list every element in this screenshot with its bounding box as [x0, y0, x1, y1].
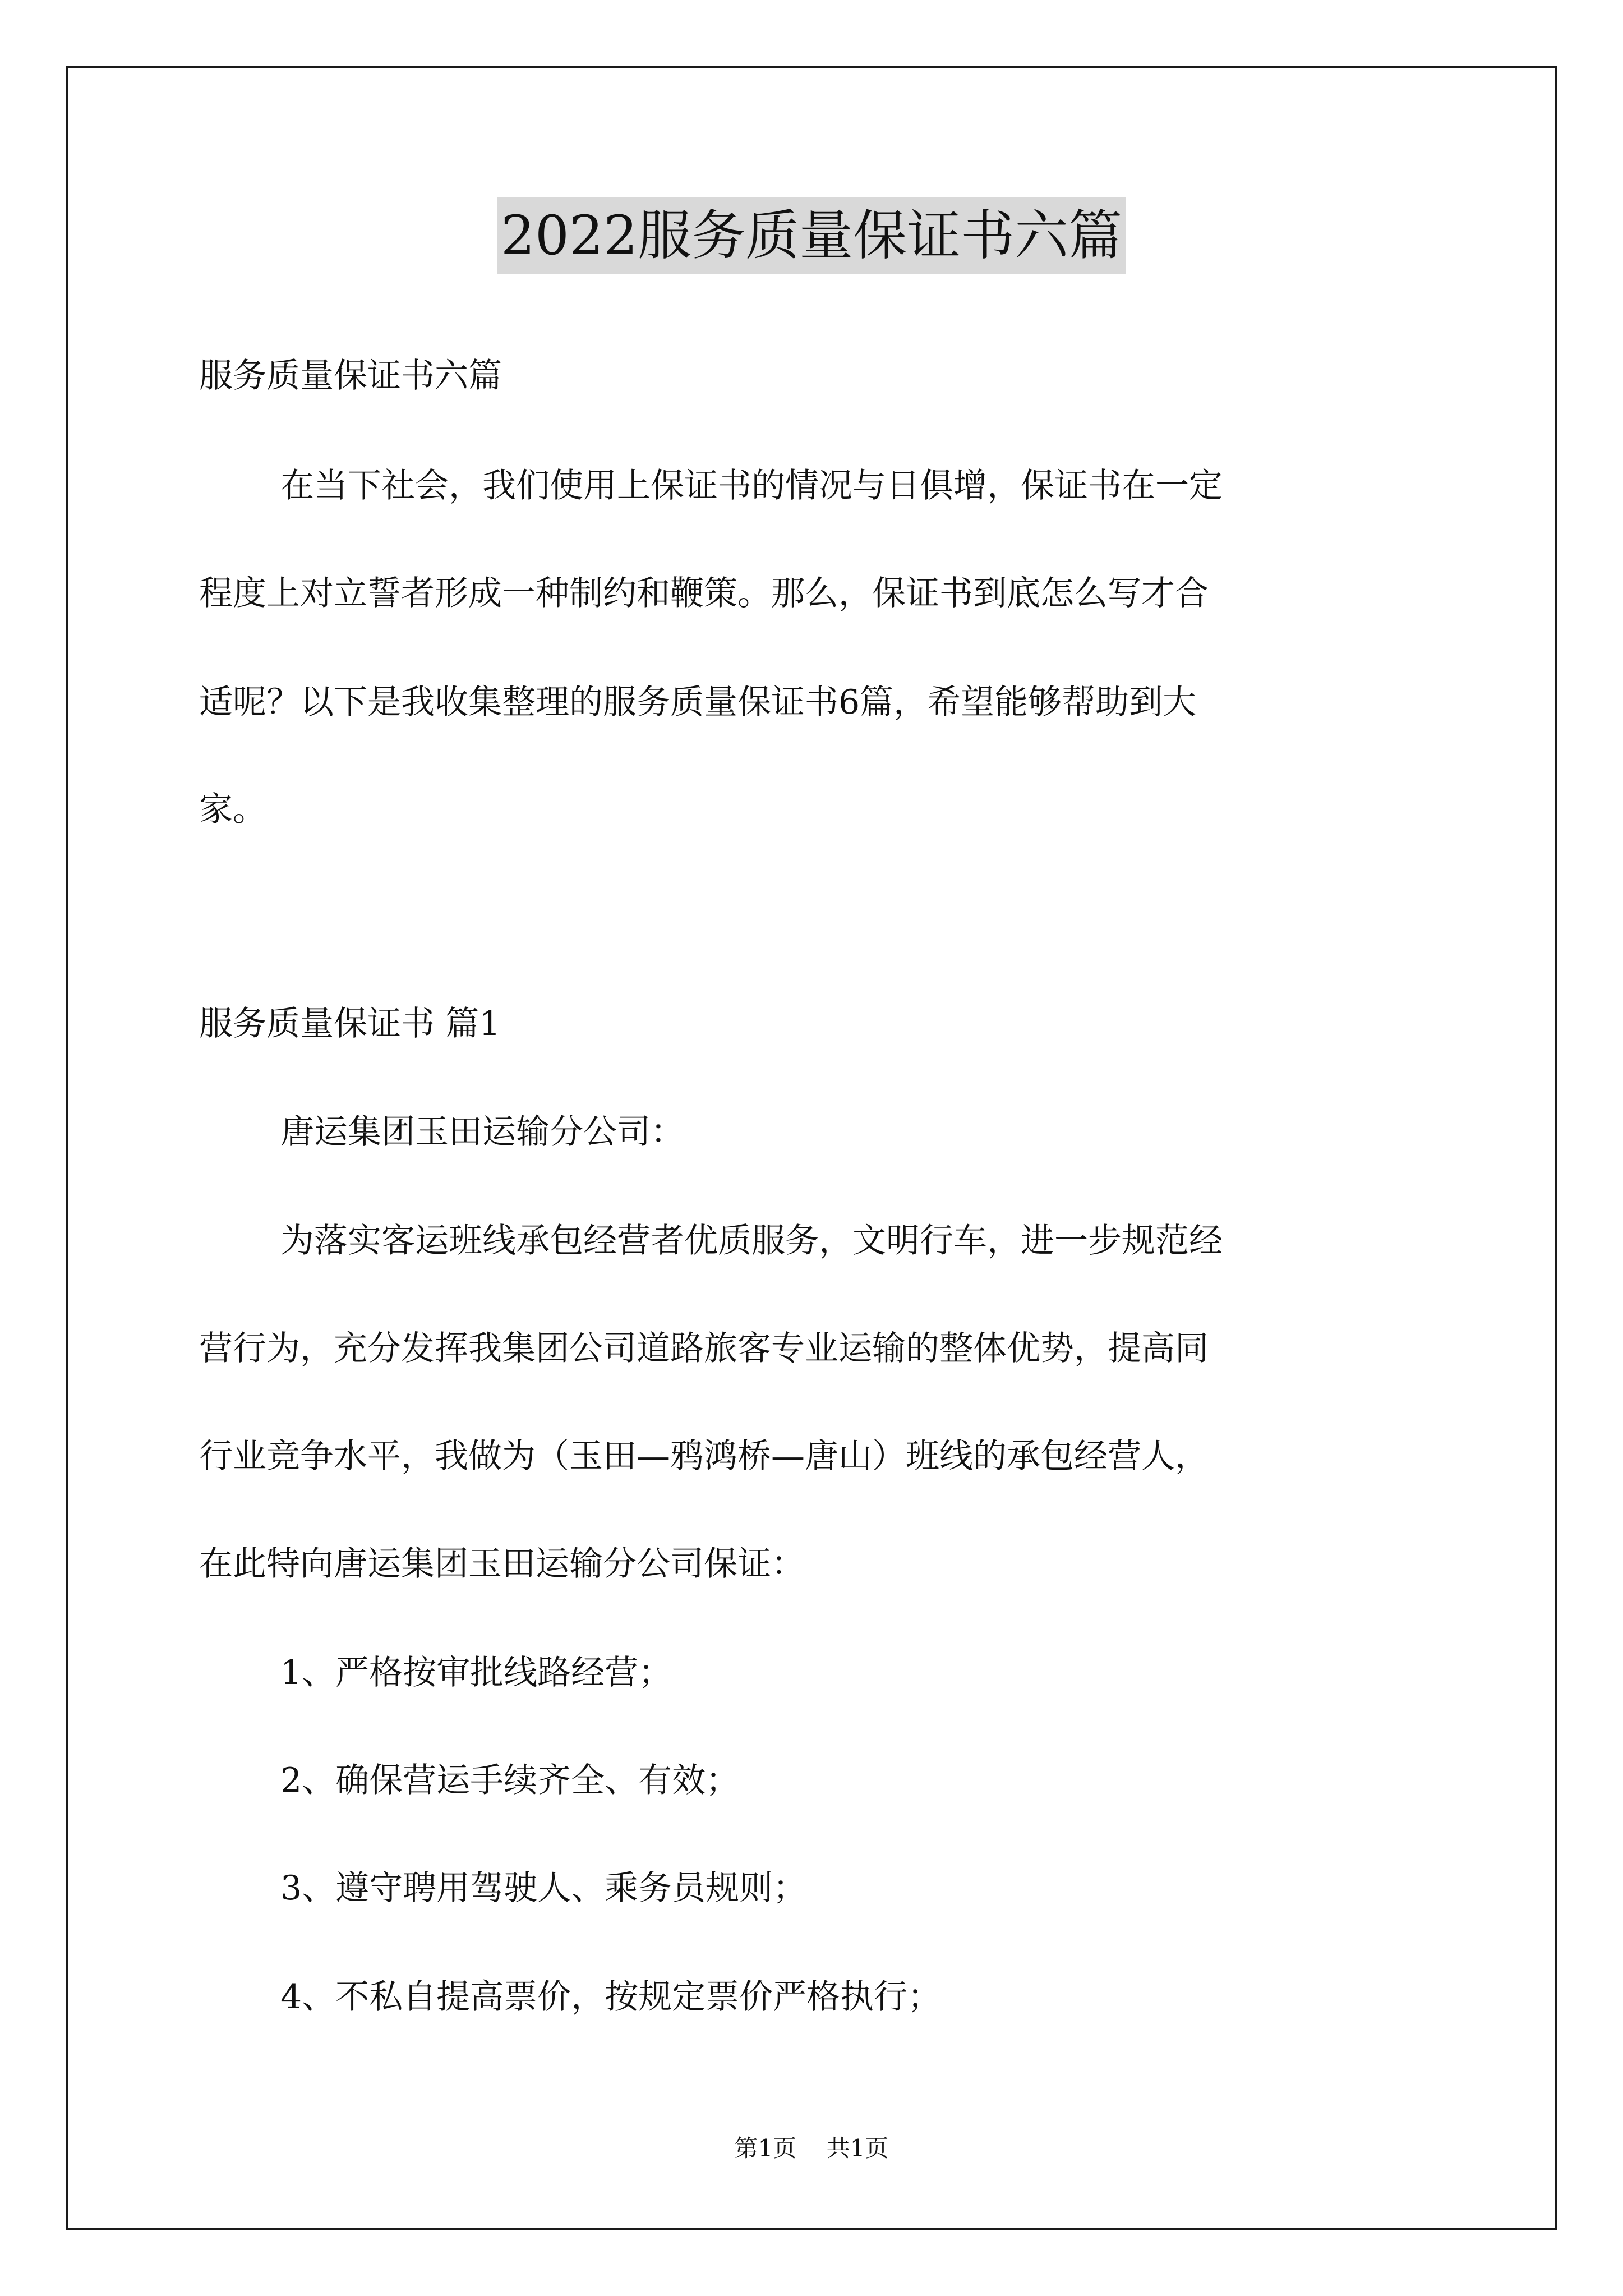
intro-line-4: 家。	[199, 790, 266, 829]
list-item: 4、不私自提高票价，按规定票价严格执行；	[280, 1977, 942, 2017]
page-number: 第1页	[734, 2134, 797, 2162]
page-footer	[0, 2132, 1623, 2165]
body-line-4: 在此特向唐运集团玉田运输分公司保证：	[199, 1544, 805, 1584]
list-item: 1、严格按审批线路经营；	[280, 1653, 672, 1692]
title-container	[0, 197, 1623, 274]
document-title: 2022服务质量保证书六篇	[497, 197, 1126, 274]
list-item: 2、确保营运手续齐全、有效；	[280, 1761, 740, 1800]
salutation: 唐运集团玉田运输分公司：	[280, 1112, 684, 1152]
list-item: 3、遵守聘用驾驶人、乘务员规则；	[280, 1869, 807, 1908]
page-total: 共1页	[826, 2134, 889, 2162]
intro-line-1: 在当下社会，我们使用上保证书的情况与日俱增，保证书在一定	[280, 466, 1223, 505]
body-line-1: 为落实客运班线承包经营者优质服务，文明行车，进一步规范经	[280, 1221, 1223, 1260]
section-heading: 服务质量保证书 篇1	[199, 1004, 501, 1043]
intro-line-3: 适呢？以下是我收集整理的服务质量保证书6篇，希望能够帮助到大	[199, 683, 1197, 722]
intro-line-2: 程度上对立誓者形成一种制约和鞭策。那么，保证书到底怎么写才合	[199, 574, 1209, 613]
body-line-2: 营行为，充分发挥我集团公司道路旅客专业运输的整体优势，提高同	[199, 1329, 1209, 1368]
document-subtitle: 服务质量保证书六篇	[199, 356, 502, 395]
body-line-3: 行业竞争水平，我做为（玉田—鸦鸿桥—唐山）班线的承包经营人，	[199, 1437, 1209, 1476]
